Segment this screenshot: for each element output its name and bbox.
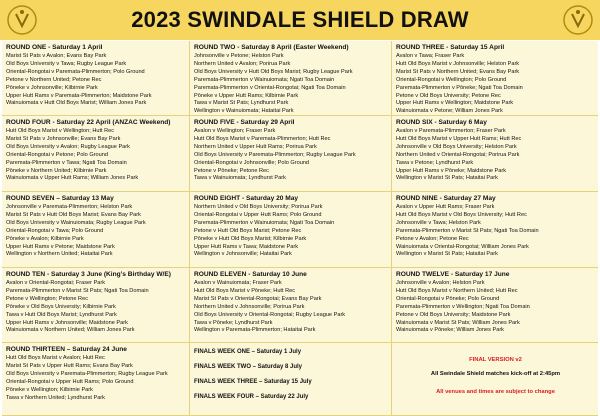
match-line: Wainuiomata v Petone; William Jones Park [396,108,503,115]
match-line: Wainuiomata v Pōneke; William Jones Park [396,327,504,334]
match-line: Oriental-Rongotai v Tawa; Polo Ground [6,227,104,234]
round-cell [190,41,392,116]
match-line: Johnsonville v Tawa; Helston Park [396,219,481,226]
match-line: Wellington v Marist St Pats; Hataitai Park [396,251,498,258]
round-cell [2,116,190,192]
match-line: Johnsonville v Old Boys University; Helston Park [396,143,517,150]
match-line: Oriental-Rongotai v Upper Hutt Rams; Polo Ground [6,378,134,385]
match-line: Marist St Pats v Upper Hutt Rams; Evans Bay Park [6,362,133,369]
match-line: Johnsonville v Petone; Helston Park [194,53,284,59]
finals-week-item: FINALS WEEK FOUR – Saturday 22 July [194,394,309,400]
round-cell [190,192,392,268]
match-line: Wainuiomata v Hutt Old Boys Marist; William Jones Park [6,100,147,107]
club-crest-icon [6,4,38,36]
match-line: Oriental-Rongotai v Wellington; Polo Ground [396,76,507,83]
match-line: Pōneke v Hutt Old Boys Marist; Kilbirnie Park [194,235,307,242]
match-line: Petone v Old Boys University; Maidstone Park [396,311,511,318]
match-line: Paremata-Plimmerton v Marist St Pats; Ngati Toa Domain [396,227,539,234]
match-line: Wellington v Northern United; Hataitai Park [6,251,113,258]
notes-cell [392,343,598,416]
round-title: ROUND THREE - Saturday 15 April [396,44,505,51]
round-title: ROUND SEVEN – Saturday 13 May [6,195,114,202]
round-cell [190,268,392,343]
match-line: Northern United v Oriental-Rongotai; Porirua Park [396,151,520,158]
finals-week-item: FINALS WEEK ONE – Saturday 1 July [194,349,302,355]
match-line: Marist St Pats v Oriental-Rongotai; Evans Bay Park [194,295,322,302]
match-line: Petone v Pōneke; Petone Rec [194,167,269,174]
match-line: Upper Hutt Rams v Johnsonville; Maidstone Park [6,319,128,326]
match-line: Hutt Old Boys Marist v Upper Hutt Rams; Hutt Rec [396,135,522,142]
round-cell [2,268,190,343]
match-line: Petone v Old Boys University; Petone Rec [396,92,501,99]
subject-to-change-note: All venues and times are subject to change [436,389,555,395]
match-line: Oriental-Rongotai v Johnsonville; Polo Ground [194,159,310,166]
match-line: Paremata-Plimmerton v Wainuiomata; Ngati Toa Domain [194,76,335,83]
match-line: Avalon v Oriental-Rongotai; Fraser Park [6,280,106,286]
match-line: Upper Hutt Rams v Pōneke; Maidstone Park [396,167,507,174]
round-title: ROUND TWO - Saturday 8 April (Easter Weekend) [194,44,349,51]
match-line: Old Boys University v Tawa; Rugby League Park [6,60,127,67]
match-line: Pōneke v Johnsonville; Kilbirnie Park [6,84,98,91]
match-line: Hutt Old Boys Marist v Paremata-Plimmerton; Hutt Rec [194,135,331,142]
match-line: Pōneke v Upper Hutt Rams; Kilbirnie Park [194,92,299,99]
match-line: Marist St Pats v Johnsonville; Evans Bay Park [6,135,121,142]
match-line: Upper Hutt Rams v Petone; Maidstone Park [6,243,115,250]
match-line: Tawa v Northern United; Lyndhurst Park [6,394,105,401]
finals-week-item: FINALS WEEK TWO – Saturday 8 July [194,364,303,370]
match-line: Tawa v Marist St Pats; Lyndhurst Park [194,100,289,107]
match-line: Tawa v Wainuiomata; Lyndhurst Park [194,175,286,182]
match-line: Hutt Old Boys Marist v Wellington; Hutt Rec [6,128,115,134]
match-line: Marist St Pats v Northern United; Evans Bay Park [396,68,520,75]
round-title: ROUND THIRTEEN – Saturday 24 June [6,346,127,353]
match-line: Avalon v Wellington; Fraser Park [194,128,276,134]
match-line: Northern United v Avalon; Porirua Park [194,60,291,67]
match-line: Oriental-Rongotai v Paremata-Plimmerton; Polo Ground [6,68,145,75]
kickoff-note: All Swindale Shield matches kick-off at 2:45pm [430,371,561,377]
round-cell [190,116,392,192]
match-line: Hutt Old Boys Marist v Northern United; Hutt Rec [396,287,518,294]
round-title: ROUND SIX - Saturday 6 May [396,119,487,126]
match-line: Petone v Northern United; Petone Rec [6,76,102,83]
round-cell [392,41,598,116]
page-title: 2023 SWINDALE SHIELD DRAW [131,7,469,32]
header-banner [0,0,600,40]
match-line: Wellington v Johnsonville; Hataitai Park [194,251,292,258]
match-line: Marist St Pats v Hutt Old Boys Marist; Evans Bay Park [6,211,141,218]
round-cell [2,41,190,116]
match-line: Wainuiomata v Oriental-Rongotai; William Jones Park [396,243,529,250]
match-line: Wellington v Wainuiomata; Hataitai Park [194,108,294,115]
round-title: ROUND TEN - Saturday 3 June (King’s Birthday W/E) [6,271,171,278]
match-line: Avalon v Wainuiomata; Fraser Park [194,280,282,286]
round-title: ROUND FIVE - Saturday 29 April [194,119,295,126]
match-line: Paremata-Plimmerton v Marist St Pats; Ngati Toa Domain [6,287,149,294]
rounds-grid [2,41,598,416]
match-line: Hutt Old Boys Marist v Old Boys University; Hutt Rec [396,211,527,218]
match-line: Tawa v Hutt Old Boys Marist; Lyndhurst Park [6,311,117,318]
match-line: Wellington v Paremata-Plimmerton; Hataitai Park [194,327,316,334]
version-label: FINAL VERSION v2 [469,357,522,363]
round-cell [392,192,598,268]
match-line: Wainuiomata v Northern United; William Jones Park [6,327,135,334]
match-line: Wainuiomata v Upper Hutt Rams; William Jones Park [6,175,139,182]
match-line: Hutt Old Boys Marist v Avalon; Hutt Rec [6,355,105,361]
match-line: Oriental-Rongotai v Upper Hutt Rams; Polo Ground [194,211,322,218]
match-line: Old Boys University v Oriental-Rongotai; Rugby League Park [194,311,346,318]
round-cell [2,343,190,416]
match-line: Northern United v Upper Hutt Rams; Porirua Park [194,143,317,150]
match-line: Paremata-Plimmerton v Wellington; Ngati Toa Domain [396,303,530,310]
finals-cell [190,343,392,416]
match-line: Pōneke v Avalon; Kilbirnie Park [6,235,84,242]
match-line: Petone v Wellington; Petone Rec [6,295,88,302]
match-line: Hutt Old Boys Marist v Johnsonville; Helston Park [396,60,520,67]
match-line: Marist St Pats v Avalon; Evans Bay Park [6,53,107,59]
match-line: Avalon v Tawa; Fraser Park [396,53,465,59]
match-line: Old Boys University v Avalon; Rugby League Park [6,143,130,150]
round-cell [392,116,598,192]
match-line: Johnsonville v Avalon; Helston Park [396,280,485,286]
match-line: Wainuiomata v Marist St Pats; William Jones Park [396,319,520,326]
match-line: Pōneke v Old Boys University; Kilbirnie Park [6,303,116,310]
match-line: Paremata-Plimmerton v Tawa; Ngati Toa Domain [6,159,127,166]
match-line: Avalon v Paremata-Plimmerton; Fraser Park [396,128,506,134]
match-line: Tawa v Petone; Lyndhurst Park [396,159,474,166]
round-title: ROUND TWELVE - Saturday 17 June [396,271,510,278]
match-line: Upper Hutt Rams v Paremata-Plimmerton; Maidstone Park [6,92,152,99]
finals-week-item: FINALS WEEK THREE – Saturday 15 July [194,379,312,385]
match-line: Avalon v Upper Hutt Rams; Fraser Park [396,204,495,210]
match-line: Northern United v Old Boys University; Porirua Park [194,204,323,210]
round-cell [2,192,190,268]
round-title: ROUND ONE - Saturday 1 April [6,44,103,51]
match-line: Paremata-Plimmerton v Pōneke; Ngati Toa Domain [396,84,523,91]
match-line: Oriental-Rongotai v Pōneke; Polo Ground [396,295,500,302]
match-line: Paremata-Plimmerton v Oriental-Rongotai; Ngati Toa Domain [194,84,346,91]
match-line: Paremata-Plimmerton v Wainuiomata; Ngati Toa Domain [194,219,335,226]
match-line: Oriental-Rongotai v Petone; Polo Ground [6,151,108,158]
match-line: Petone v Avalon; Petone Rec [396,235,469,242]
match-line: Hutt Old Boys Marist v Pōneke; Hutt Rec [194,287,296,294]
match-line: Old Boys University v Paremata-Plimmerton; Rugby League Park [6,370,168,377]
match-line: Tawa v Pōneke; Lyndhurst Park [194,319,273,326]
match-line: Wellington v Marist St Pats; Hataitai Park [396,175,498,182]
match-line: Northern United v Johnsonville; Porirua Park [194,303,305,310]
round-title: ROUND NINE - Saturday 27 May [396,195,496,202]
round-title: ROUND EIGHT - Saturday 20 May [194,195,299,202]
match-line: Johnsonville v Paremata-Plimmerton; Helston Park [6,204,133,210]
round-title: ROUND ELEVEN - Saturday 10 June [194,271,307,278]
match-line: Old Boys University v Paremata-Plimmerton; Rugby League Park [194,151,356,158]
match-line: Old Boys University v Hutt Old Boys Marist; Rugby League Park [194,68,353,75]
match-line: Upper Hutt Rams v Tawa; Maidstone Park [194,243,299,250]
club-crest-icon [562,4,594,36]
round-title: ROUND FOUR - Saturday 22 April (ANZAC Weekend) [6,119,171,126]
match-line: Petone v Hutt Old Boys Marist; Petone Rec [194,227,302,234]
match-line: Upper Hutt Rams v Wellington; Maidstone Park [396,100,514,107]
match-line: Pōneke v Wellington; Kilbirnie Park [6,386,93,393]
match-line: Old Boys University v Wainuiomata; Rugby League Park [6,219,146,226]
round-cell [392,268,598,343]
match-line: Pōneke v Northern United; Kilbirnie Park [6,167,107,174]
